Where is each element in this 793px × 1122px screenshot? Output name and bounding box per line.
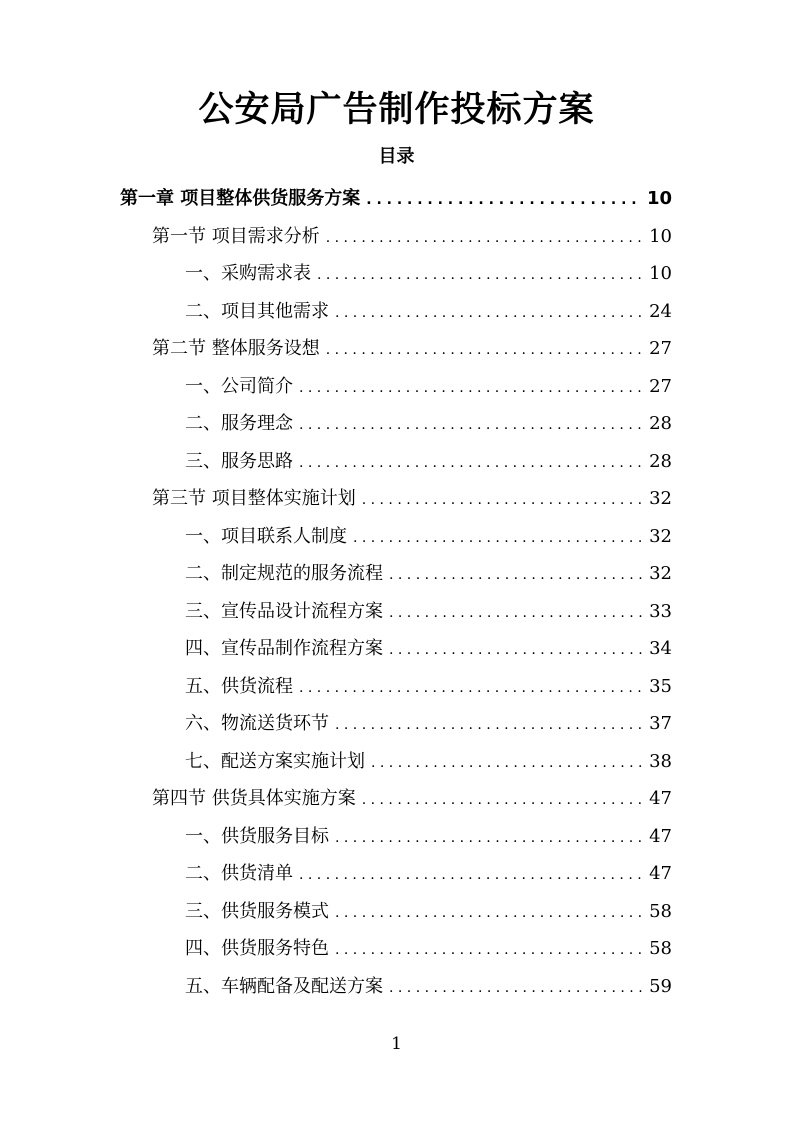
toc-entry-title: 一、公司简介 bbox=[185, 375, 293, 397]
toc-entry-page: 47 bbox=[649, 788, 672, 809]
toc-entry[interactable] bbox=[185, 630, 672, 668]
toc-entry-title: 二、服务理念 bbox=[185, 413, 293, 434]
toc-dot-leader bbox=[389, 970, 643, 1006]
toc-dot-leader bbox=[299, 445, 643, 481]
toc-entry-title: 三、宣传品设计流程方案 bbox=[185, 600, 383, 622]
toc-entry[interactable] bbox=[120, 180, 672, 218]
toc-entry-page: 32 bbox=[649, 488, 672, 509]
toc-entry-title: 第二节 整体服务设想 bbox=[152, 338, 320, 359]
toc-entry-page: 27 bbox=[649, 338, 672, 359]
toc-entry[interactable] bbox=[185, 855, 672, 893]
toc-dot-leader bbox=[362, 482, 643, 518]
toc-entry-page: 47 bbox=[649, 825, 672, 847]
toc-entry-page: 47 bbox=[649, 863, 672, 884]
toc-entry[interactable] bbox=[152, 218, 672, 256]
toc-entry-title: 一、供货服务目标 bbox=[185, 825, 329, 847]
toc-dot-leader bbox=[335, 707, 643, 743]
page-title: 公安局广告制作投标方案 bbox=[198, 90, 595, 130]
toc-dot-leader bbox=[326, 220, 643, 256]
toc-entry[interactable] bbox=[185, 818, 672, 856]
toc-dot-leader bbox=[366, 182, 641, 218]
toc-entry-title: 三、供货服务模式 bbox=[185, 900, 329, 922]
toc-entry-title: 第一节 项目需求分析 bbox=[152, 225, 320, 247]
toc-entry-title: 一、采购需求表 bbox=[185, 263, 311, 284]
toc-dot-leader bbox=[389, 595, 643, 631]
toc-entry-page: 32 bbox=[649, 563, 672, 584]
toc-entry-page: 37 bbox=[649, 713, 672, 734]
toc-entry[interactable] bbox=[185, 893, 672, 931]
page-number: 1 bbox=[391, 1034, 402, 1054]
toc-entry-title: 七、配送方案实施计划 bbox=[185, 750, 365, 772]
toc-entry-page: 34 bbox=[649, 638, 672, 659]
toc-entry-title: 第四节 供货具体实施方案 bbox=[152, 788, 356, 809]
toc-dot-leader bbox=[389, 557, 643, 593]
toc-entry[interactable] bbox=[185, 705, 672, 743]
toc-entry-page: 35 bbox=[649, 675, 672, 697]
toc-entry[interactable] bbox=[185, 368, 672, 406]
toc-entry-title: 五、车辆配备及配送方案 bbox=[185, 975, 383, 997]
toc-entry[interactable] bbox=[185, 668, 672, 706]
toc-entry-page: 58 bbox=[649, 900, 672, 922]
toc-entry-title: 第三节 项目整体实施计划 bbox=[152, 488, 356, 509]
toc-entry[interactable] bbox=[185, 555, 672, 593]
toc-entry-page: 10 bbox=[646, 188, 672, 209]
toc-dot-leader bbox=[353, 520, 643, 556]
toc-entry-page: 59 bbox=[649, 975, 672, 997]
toc-entry[interactable] bbox=[185, 443, 672, 481]
toc-dot-leader bbox=[371, 745, 643, 781]
toc-entry-title: 二、项目其他需求 bbox=[185, 300, 329, 322]
toc-entry[interactable] bbox=[152, 330, 672, 368]
toc-dot-leader bbox=[335, 820, 643, 856]
toc-entry[interactable] bbox=[185, 255, 672, 293]
toc-entry-page: 27 bbox=[649, 375, 672, 397]
toc-entry-page: 58 bbox=[649, 938, 672, 959]
toc-entry[interactable] bbox=[185, 930, 672, 968]
toc-entry-title: 六、物流送货环节 bbox=[185, 713, 329, 734]
toc-entry-page: 38 bbox=[649, 750, 672, 772]
toc-dot-leader bbox=[335, 295, 643, 331]
toc-entry[interactable] bbox=[152, 780, 672, 818]
toc-dot-leader bbox=[299, 370, 643, 406]
toc-entry[interactable] bbox=[185, 518, 672, 556]
toc-entry-title: 四、供货服务特色 bbox=[185, 938, 329, 959]
toc-dot-leader bbox=[335, 932, 643, 968]
toc-dot-leader bbox=[335, 895, 643, 931]
toc-entry-title: 第一章 项目整体供货服务方案 bbox=[120, 188, 361, 209]
toc-entry-page: 28 bbox=[649, 450, 672, 472]
toc-entry-page: 33 bbox=[649, 600, 672, 622]
toc-entry[interactable] bbox=[185, 743, 672, 781]
toc-entry-title: 一、项目联系人制度 bbox=[185, 525, 347, 547]
toc-entry-page: 10 bbox=[649, 225, 672, 247]
toc-entry-title: 四、宣传品制作流程方案 bbox=[185, 638, 383, 659]
toc-dot-leader bbox=[326, 332, 643, 368]
toc-entry-page: 32 bbox=[649, 525, 672, 547]
toc-entry[interactable] bbox=[185, 593, 672, 631]
toc-entry[interactable] bbox=[152, 480, 672, 518]
toc-dot-leader bbox=[299, 407, 643, 443]
toc-entry[interactable] bbox=[185, 293, 672, 331]
toc-entry-title: 二、供货清单 bbox=[185, 863, 293, 884]
toc-heading: 目录 bbox=[378, 146, 415, 167]
toc-dot-leader bbox=[389, 632, 643, 668]
toc-entry-title: 二、制定规范的服务流程 bbox=[185, 563, 383, 584]
toc-dot-leader bbox=[299, 857, 643, 893]
toc-dot-leader bbox=[317, 257, 643, 293]
toc-entry-page: 24 bbox=[649, 300, 672, 322]
toc-entry[interactable] bbox=[185, 968, 672, 1006]
toc-entry-title: 三、服务思路 bbox=[185, 450, 293, 472]
toc-dot-leader bbox=[362, 782, 643, 818]
toc-entry-title: 五、供货流程 bbox=[185, 675, 293, 697]
toc-dot-leader bbox=[299, 670, 643, 706]
toc-entry-page: 10 bbox=[649, 263, 672, 284]
toc-entry[interactable] bbox=[185, 405, 672, 443]
toc-entry-page: 28 bbox=[649, 413, 672, 434]
